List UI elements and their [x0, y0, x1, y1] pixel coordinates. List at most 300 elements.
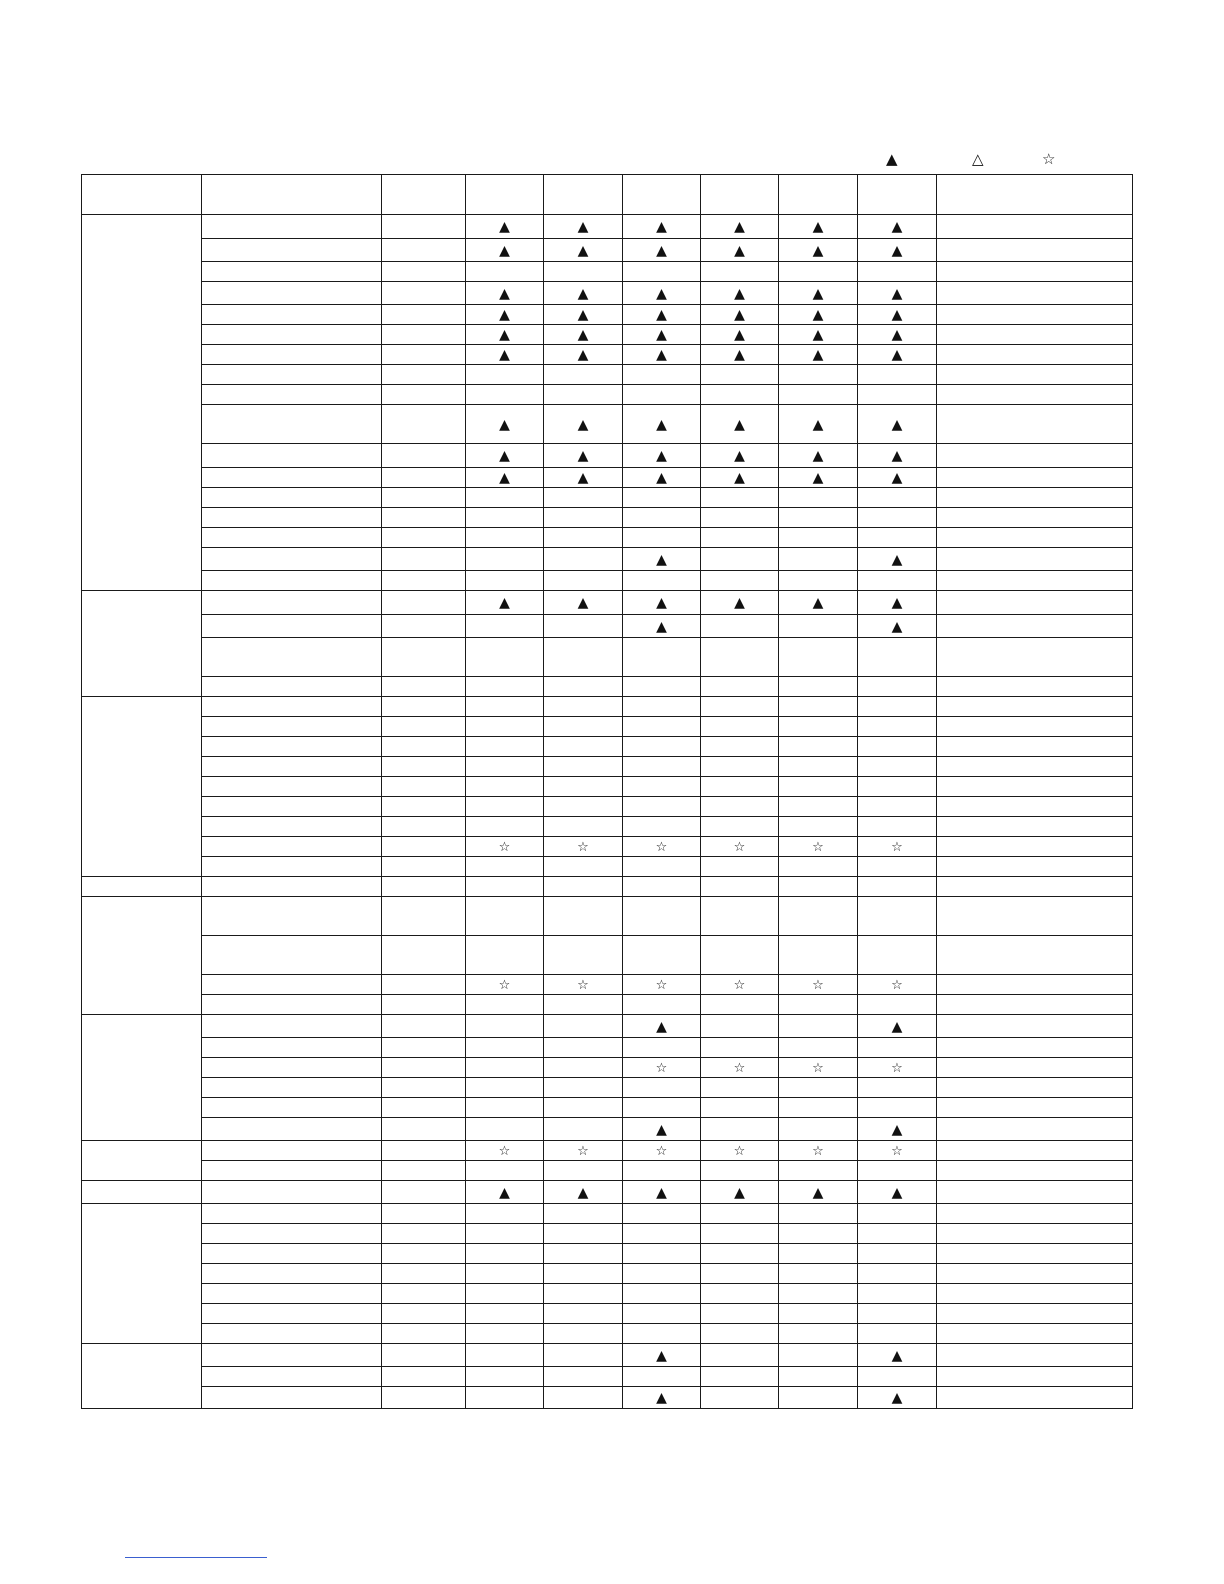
- mark-cell: [623, 239, 701, 262]
- mark-cell: [701, 1058, 779, 1078]
- mark-cell: [466, 1161, 544, 1181]
- remarks-cell: [937, 1304, 1133, 1324]
- mark-cell: [466, 282, 544, 305]
- filled-triangle-icon: ▲: [891, 1121, 903, 1138]
- table-row: [82, 897, 1133, 936]
- mark-cell: [701, 897, 779, 936]
- remarks-cell: [937, 777, 1133, 797]
- table-row: [82, 262, 1133, 282]
- remarks-cell: [937, 897, 1133, 936]
- mark-cell: [623, 638, 701, 677]
- row-label-cell: [202, 385, 382, 405]
- mark-cell: [779, 897, 858, 936]
- mark-cell: [779, 817, 858, 837]
- star-icon: ☆: [577, 978, 589, 993]
- row-label-cell: [202, 1387, 382, 1409]
- mark-cell: [701, 797, 779, 817]
- code-cell: [382, 757, 466, 777]
- mark-cell: [623, 1264, 701, 1284]
- mark-cell: [779, 305, 858, 325]
- legend-filled-triangle-icon: ▲: [886, 150, 898, 168]
- table-row: [82, 1098, 1133, 1118]
- code-cell: [382, 1304, 466, 1324]
- filled-triangle-icon: ▲: [656, 595, 667, 611]
- mark-cell: [623, 405, 701, 444]
- mark-cell: [701, 857, 779, 877]
- mark-cell: [701, 468, 779, 488]
- filled-triangle-icon: ▲: [577, 595, 589, 611]
- group-label-cell: [82, 1181, 202, 1204]
- code-cell: [382, 837, 466, 857]
- code-cell: [382, 1038, 466, 1058]
- filled-triangle-icon: ▲: [656, 1347, 667, 1364]
- row-label-cell: [202, 897, 382, 936]
- filled-triangle-icon: ▲: [499, 219, 510, 235]
- table-row: [82, 508, 1133, 528]
- code-cell: [382, 777, 466, 797]
- star-icon: ☆: [733, 1144, 746, 1159]
- star-icon: ☆: [733, 1061, 746, 1076]
- mark-cell: [466, 737, 544, 757]
- mark-cell: [779, 757, 858, 777]
- mark-cell: [701, 488, 779, 508]
- mark-cell: [858, 1058, 937, 1078]
- mark-cell: [544, 1015, 623, 1038]
- star-icon: ☆: [812, 840, 824, 855]
- mark-cell: [466, 262, 544, 282]
- code-cell: [382, 262, 466, 282]
- row-label-cell: [202, 548, 382, 571]
- mark-cell: [701, 305, 779, 325]
- mark-cell: [466, 717, 544, 737]
- filled-triangle-icon: ▲: [891, 327, 903, 343]
- mark-cell: [623, 857, 701, 877]
- mark-cell: [779, 1387, 858, 1409]
- mark-cell: [544, 305, 623, 325]
- row-label-cell: [202, 365, 382, 385]
- row-label-cell: [202, 571, 382, 591]
- table-row: [82, 837, 1133, 857]
- table-row: [82, 1387, 1133, 1409]
- row-label-cell: [202, 936, 382, 975]
- remarks-cell: [937, 936, 1133, 975]
- row-label-cell: [202, 737, 382, 757]
- mark-cell: [858, 638, 937, 677]
- remarks-cell: [937, 1244, 1133, 1264]
- filled-triangle-icon: ▲: [734, 242, 745, 259]
- mark-cell: [544, 282, 623, 305]
- mark-cell: [701, 995, 779, 1015]
- code-cell: [382, 995, 466, 1015]
- mark-cell: [858, 1264, 937, 1284]
- mark-cell: [623, 677, 701, 697]
- legend-open-triangle-icon: △: [972, 150, 984, 168]
- mark-cell: [623, 615, 701, 638]
- code-cell: [382, 717, 466, 737]
- filled-triangle-icon: ▲: [734, 347, 745, 363]
- mark-cell: [779, 262, 858, 282]
- header-cell: [202, 175, 382, 215]
- mark-cell: [623, 1387, 701, 1409]
- mark-cell: [779, 697, 858, 717]
- remarks-cell: [937, 1015, 1133, 1038]
- remarks-cell: [937, 677, 1133, 697]
- remarks-cell: [937, 1284, 1133, 1304]
- star-icon: ☆: [498, 978, 511, 993]
- mark-cell: [779, 737, 858, 757]
- mark-cell: [466, 1367, 544, 1387]
- symbol-legend: [880, 150, 1070, 170]
- mark-cell: [623, 325, 701, 345]
- mark-cell: [466, 239, 544, 262]
- mark-cell: [779, 797, 858, 817]
- mark-cell: [623, 1304, 701, 1324]
- mark-cell: [623, 282, 701, 305]
- remarks-cell: [937, 1118, 1133, 1141]
- star-icon: ☆: [891, 1144, 903, 1159]
- code-cell: [382, 508, 466, 528]
- table-row: [82, 591, 1133, 615]
- filled-triangle-icon: ▲: [499, 470, 510, 486]
- remarks-cell: [937, 697, 1133, 717]
- table-row: [82, 717, 1133, 737]
- mark-cell: [858, 405, 937, 444]
- filled-triangle-icon: ▲: [656, 551, 667, 568]
- group-label-cell: [82, 1015, 202, 1141]
- row-label-cell: [202, 345, 382, 365]
- mark-cell: [779, 1264, 858, 1284]
- mark-cell: [544, 1078, 623, 1098]
- mark-cell: [701, 262, 779, 282]
- mark-cell: [701, 936, 779, 975]
- row-label-cell: [202, 1284, 382, 1304]
- row-label-cell: [202, 1118, 382, 1141]
- mark-cell: [466, 877, 544, 897]
- mark-cell: [623, 777, 701, 797]
- remarks-cell: [937, 305, 1133, 325]
- mark-cell: [544, 1058, 623, 1078]
- header-cell: [937, 175, 1133, 215]
- mark-cell: [623, 1224, 701, 1244]
- table-row: [82, 1224, 1133, 1244]
- mark-cell: [779, 936, 858, 975]
- mark-cell: [466, 591, 544, 615]
- header-cell: [544, 175, 623, 215]
- row-label-cell: [202, 1344, 382, 1367]
- code-cell: [382, 1078, 466, 1098]
- mark-cell: [623, 975, 701, 995]
- star-icon: ☆: [891, 1061, 903, 1076]
- mark-cell: [466, 1324, 544, 1344]
- mark-cell: [623, 737, 701, 757]
- mark-cell: [779, 548, 858, 571]
- table-row: [82, 1141, 1133, 1161]
- mark-cell: [779, 1304, 858, 1324]
- mark-cell: [779, 488, 858, 508]
- mark-cell: [466, 1015, 544, 1038]
- mark-cell: [466, 215, 544, 239]
- mark-cell: [544, 995, 623, 1015]
- mark-cell: [466, 325, 544, 345]
- filled-triangle-icon: ▲: [499, 416, 510, 433]
- mark-cell: [858, 877, 937, 897]
- code-cell: [382, 1367, 466, 1387]
- mark-cell: [701, 638, 779, 677]
- filled-triangle-icon: ▲: [577, 470, 589, 486]
- mark-cell: [701, 1264, 779, 1284]
- code-cell: [382, 817, 466, 837]
- mark-cell: [544, 1387, 623, 1409]
- mark-cell: [701, 837, 779, 857]
- code-cell: [382, 1244, 466, 1264]
- code-cell: [382, 697, 466, 717]
- row-label-cell: [202, 757, 382, 777]
- mark-cell: [466, 1141, 544, 1161]
- code-cell: [382, 305, 466, 325]
- table-row: [82, 325, 1133, 345]
- remarks-cell: [937, 1264, 1133, 1284]
- mark-cell: [779, 1118, 858, 1141]
- star-icon: ☆: [733, 840, 746, 855]
- mark-cell: [623, 1367, 701, 1387]
- filled-triangle-icon: ▲: [656, 416, 667, 433]
- remarks-cell: [937, 1367, 1133, 1387]
- remarks-cell: [937, 571, 1133, 591]
- code-cell: [382, 591, 466, 615]
- mark-cell: [779, 528, 858, 548]
- mark-cell: [779, 717, 858, 737]
- row-label-cell: [202, 638, 382, 677]
- table-row: [82, 1078, 1133, 1098]
- remarks-cell: [937, 215, 1133, 239]
- code-cell: [382, 1204, 466, 1224]
- filled-triangle-icon: ▲: [656, 1121, 667, 1138]
- mark-cell: [858, 1118, 937, 1141]
- table-row: [82, 488, 1133, 508]
- mark-cell: [466, 837, 544, 857]
- mark-cell: [858, 548, 937, 571]
- mark-cell: [858, 215, 937, 239]
- mark-cell: [544, 837, 623, 857]
- row-label-cell: [202, 1058, 382, 1078]
- mark-cell: [623, 817, 701, 837]
- filled-triangle-icon: ▲: [812, 307, 824, 323]
- mark-cell: [544, 468, 623, 488]
- mark-cell: [701, 717, 779, 737]
- mark-cell: [858, 488, 937, 508]
- table-row: [82, 615, 1133, 638]
- row-label-cell: [202, 817, 382, 837]
- mark-cell: [544, 1344, 623, 1367]
- mark-cell: [623, 488, 701, 508]
- group-label-cell: [82, 1344, 202, 1409]
- mark-cell: [779, 345, 858, 365]
- mark-cell: [466, 444, 544, 468]
- code-cell: [382, 215, 466, 239]
- mark-cell: [544, 385, 623, 405]
- filled-triangle-icon: ▲: [812, 1184, 824, 1201]
- mark-cell: [701, 1244, 779, 1264]
- remarks-cell: [937, 877, 1133, 897]
- star-icon: ☆: [577, 840, 589, 855]
- filled-triangle-icon: ▲: [734, 327, 745, 343]
- star-icon: ☆: [812, 978, 824, 993]
- filled-triangle-icon: ▲: [891, 416, 903, 433]
- header-cell: [858, 175, 937, 215]
- row-label-cell: [202, 717, 382, 737]
- mark-cell: [466, 975, 544, 995]
- mark-cell: [858, 1078, 937, 1098]
- mark-cell: [544, 797, 623, 817]
- mark-cell: [466, 1224, 544, 1244]
- mark-cell: [623, 697, 701, 717]
- mark-cell: [779, 1224, 858, 1244]
- filled-triangle-icon: ▲: [734, 307, 745, 323]
- mark-cell: [623, 757, 701, 777]
- filled-triangle-icon: ▲: [891, 470, 903, 486]
- table-row: [82, 345, 1133, 365]
- mark-cell: [466, 1204, 544, 1224]
- remarks-cell: [937, 1058, 1133, 1078]
- code-cell: [382, 1098, 466, 1118]
- remarks-cell: [937, 857, 1133, 877]
- mark-cell: [466, 365, 544, 385]
- mark-cell: [779, 468, 858, 488]
- mark-cell: [623, 837, 701, 857]
- code-cell: [382, 1161, 466, 1181]
- mark-cell: [779, 1015, 858, 1038]
- mark-cell: [701, 1324, 779, 1344]
- remarks-cell: [937, 548, 1133, 571]
- mark-cell: [701, 1224, 779, 1244]
- mark-cell: [779, 325, 858, 345]
- mark-cell: [701, 877, 779, 897]
- code-cell: [382, 1181, 466, 1204]
- mark-cell: [466, 936, 544, 975]
- mark-cell: [701, 1344, 779, 1367]
- mark-cell: [701, 571, 779, 591]
- mark-cell: [544, 777, 623, 797]
- mark-cell: [544, 591, 623, 615]
- mark-cell: [701, 697, 779, 717]
- mark-cell: [544, 1141, 623, 1161]
- mark-cell: [544, 1181, 623, 1204]
- row-label-cell: [202, 528, 382, 548]
- table-row: [82, 282, 1133, 305]
- mark-cell: [544, 897, 623, 936]
- table-row: [82, 857, 1133, 877]
- row-label-cell: [202, 325, 382, 345]
- row-label-cell: [202, 1324, 382, 1344]
- mark-cell: [858, 444, 937, 468]
- mark-cell: [779, 837, 858, 857]
- remarks-cell: [937, 282, 1133, 305]
- mark-cell: [466, 1078, 544, 1098]
- filled-triangle-icon: ▲: [812, 416, 824, 433]
- table-row: [82, 239, 1133, 262]
- mark-cell: [466, 615, 544, 638]
- mark-cell: [701, 239, 779, 262]
- row-label-cell: [202, 591, 382, 615]
- mark-cell: [623, 1058, 701, 1078]
- row-label-cell: [202, 697, 382, 717]
- star-icon: ☆: [577, 1144, 589, 1159]
- code-cell: [382, 936, 466, 975]
- row-label-cell: [202, 1015, 382, 1038]
- row-label-cell: [202, 877, 382, 897]
- mark-cell: [858, 1324, 937, 1344]
- filled-triangle-icon: ▲: [891, 1184, 903, 1201]
- code-cell: [382, 897, 466, 936]
- mark-cell: [623, 1078, 701, 1098]
- mark-cell: [466, 468, 544, 488]
- remarks-cell: [937, 1181, 1133, 1204]
- mark-cell: [623, 1015, 701, 1038]
- remarks-cell: [937, 444, 1133, 468]
- mark-cell: [858, 697, 937, 717]
- mark-cell: [701, 508, 779, 528]
- remarks-cell: [937, 995, 1133, 1015]
- mark-cell: [623, 1038, 701, 1058]
- filled-triangle-icon: ▲: [577, 416, 589, 433]
- filled-triangle-icon: ▲: [577, 448, 589, 464]
- mark-cell: [701, 385, 779, 405]
- code-cell: [382, 1015, 466, 1038]
- mark-cell: [623, 591, 701, 615]
- header-cell: [701, 175, 779, 215]
- filled-triangle-icon: ▲: [577, 219, 589, 235]
- filled-triangle-icon: ▲: [891, 242, 903, 259]
- row-label-cell: [202, 1367, 382, 1387]
- mark-cell: [466, 488, 544, 508]
- header-cell: [382, 175, 466, 215]
- mark-cell: [858, 677, 937, 697]
- table-row: [82, 468, 1133, 488]
- legend-star-icon: ☆: [1042, 150, 1056, 168]
- mark-cell: [858, 1204, 937, 1224]
- mark-cell: [701, 591, 779, 615]
- code-cell: [382, 444, 466, 468]
- row-label-cell: [202, 305, 382, 325]
- filled-triangle-icon: ▲: [499, 327, 510, 343]
- filled-triangle-icon: ▲: [891, 448, 903, 464]
- code-cell: [382, 282, 466, 305]
- mark-cell: [858, 528, 937, 548]
- mark-cell: [858, 591, 937, 615]
- star-icon: ☆: [733, 978, 746, 993]
- mark-cell: [623, 345, 701, 365]
- mark-cell: [466, 1181, 544, 1204]
- mark-cell: [779, 282, 858, 305]
- code-cell: [382, 1264, 466, 1284]
- mark-cell: [779, 1244, 858, 1264]
- mark-cell: [858, 1304, 937, 1324]
- mark-cell: [623, 444, 701, 468]
- remarks-cell: [937, 1344, 1133, 1367]
- footer-link-underline: [125, 1557, 267, 1558]
- table-row: [82, 737, 1133, 757]
- star-icon: ☆: [655, 978, 668, 993]
- mark-cell: [623, 877, 701, 897]
- mark-cell: [466, 697, 544, 717]
- mark-cell: [623, 365, 701, 385]
- mark-cell: [858, 1015, 937, 1038]
- mark-cell: [466, 797, 544, 817]
- remarks-cell: [937, 345, 1133, 365]
- mark-cell: [701, 615, 779, 638]
- mark-cell: [466, 528, 544, 548]
- mark-cell: [466, 1058, 544, 1078]
